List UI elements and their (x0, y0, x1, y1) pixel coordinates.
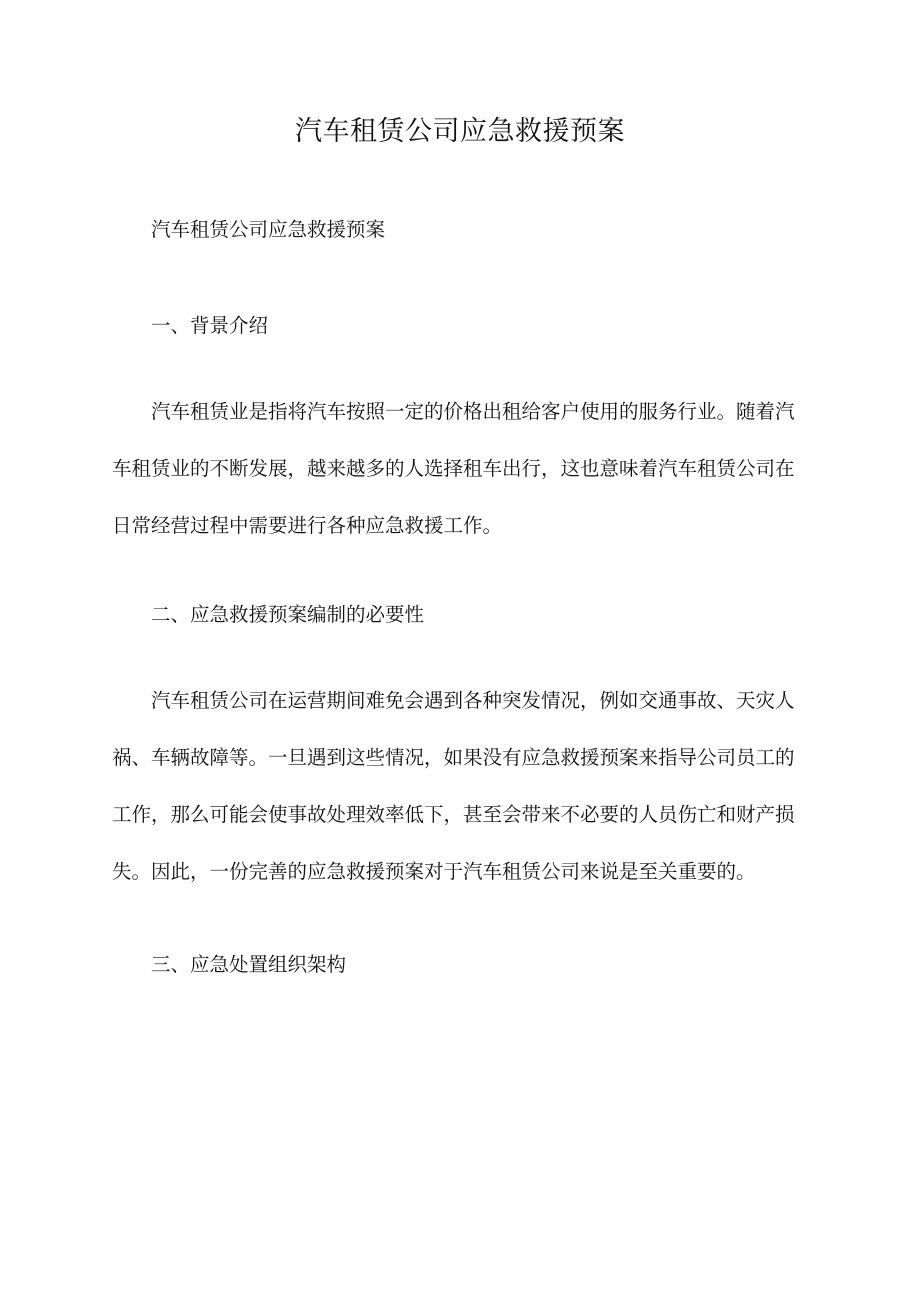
document-title: 汽车租赁公司应急救援预案 (295, 116, 625, 147)
section-paragraph-background: 汽车租赁业是指将汽车按照一定的价格出租给客户使用的服务行业。随着汽车租赁业的不断发展，越来越多的人选择租车出行，这也意味着汽车租赁公司在日常经营过程中需要进行各种应急救援工作。 (112, 400, 795, 537)
section-heading-organization: 三、应急处置组织架构 (151, 953, 347, 976)
section-heading-necessity: 二、应急救援预案编制的必要性 (151, 603, 425, 626)
document-subtitle: 汽车租赁公司应急救援预案 (151, 218, 386, 241)
section-paragraph-necessity: 汽车租赁公司在运营期间难免会遇到各种突发情况，例如交通事故、天灾人祸、车辆故障等。一旦遇到这些情况，如果没有应急救援预案来指导公司员工的工作，那么可能会使事故处理效率低下，甚至会带来不必要的人员伤亡和财产损失。因此，一份完善的应急救援预案对于汽车租赁公司来说是至关重要的。 (112, 689, 795, 883)
section-heading-background: 一、背景介绍 (151, 314, 269, 337)
